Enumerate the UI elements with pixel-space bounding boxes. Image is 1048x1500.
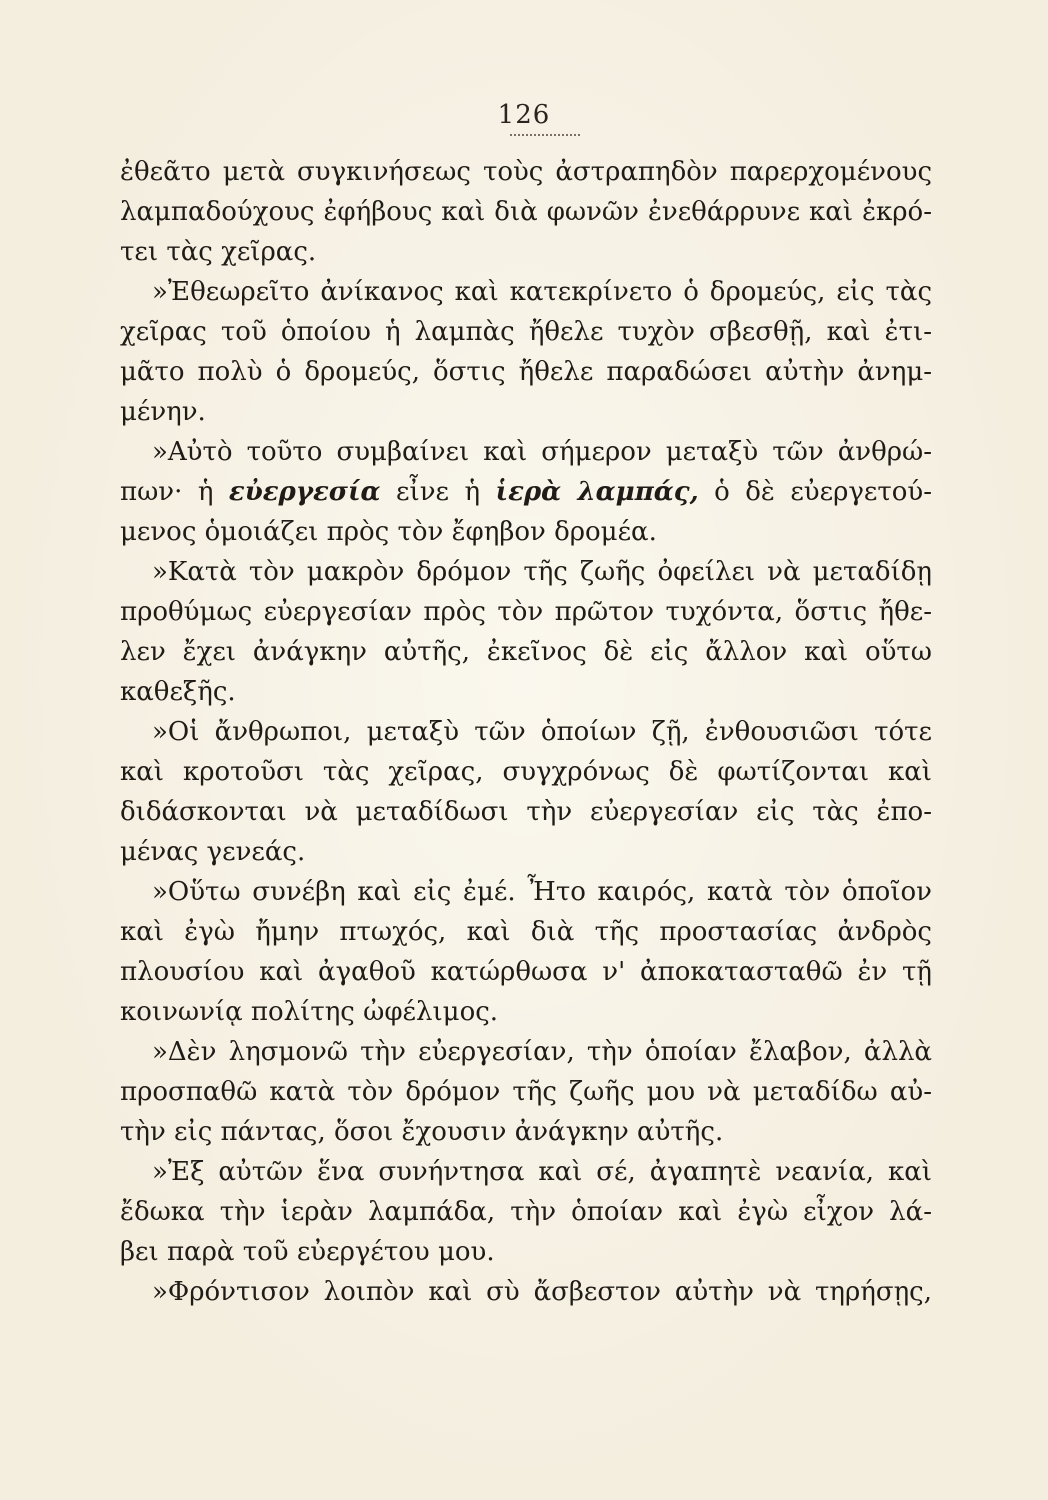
emphasized-phrase: εὐεργεσία bbox=[228, 477, 381, 507]
text-line: βει παρὰ τοῦ εὐεργέτου μου. bbox=[120, 1237, 495, 1267]
page-number: 126 bbox=[497, 100, 551, 130]
text-line: μένας γενεάς. bbox=[120, 837, 306, 867]
text-line: »Αὐτὸ τοῦτο συμβαίνει καὶ σήμερον μεταξὺ τῶν ἀνθρώ- bbox=[152, 437, 932, 467]
text-line: λεν ἔχει ἀνάγκην αὐτῆς, ἐκεῖνος δὲ εἰς ἄλλον καὶ οὕτω bbox=[120, 637, 932, 667]
text-line: πλουσίου καὶ ἀγαθοῦ κατώρθωσα ν' ἀποκατασταθῶ ἐν τῇ bbox=[120, 957, 932, 987]
page-number-ornament bbox=[510, 134, 580, 142]
text-line: ἔδωκα τὴν ἱερὰν λαμπάδα, τὴν ὁποίαν καὶ ἐγὼ εἶχον λά- bbox=[120, 1197, 932, 1227]
text-line: »Ἐξ αὐτῶν ἕνα συνήντησα καὶ σέ, ἀγαπητὲ νεανία, καὶ bbox=[152, 1157, 932, 1187]
body-text bbox=[120, 152, 932, 1312]
text-line: καὶ ἐγὼ ἤμην πτωχός, καὶ διὰ τῆς προστασίας ἀνδρὸς bbox=[120, 917, 932, 947]
text-line: μενος ὁμοιάζει πρὸς τὸν ἔφηβον δρομέα. bbox=[120, 517, 657, 547]
text-line: διδάσκονται νὰ μεταδίδωσι τὴν εὐεργεσίαν εἰς τὰς ἐπο- bbox=[120, 797, 932, 827]
text-line: »Κατὰ τὸν μακρὸν δρόμον τῆς ζωῆς ὀφείλει νὰ μεταδίδῃ bbox=[152, 557, 932, 587]
text-line: μένην. bbox=[120, 397, 206, 427]
text-line: κοινωνίᾳ πολίτης ὠφέλιμος. bbox=[120, 997, 499, 1027]
text-segment: πων· ἡ bbox=[120, 477, 229, 507]
text-line: καὶ κροτοῦσι τὰς χεῖρας, συγχρόνως δὲ φωτίζονται καὶ bbox=[120, 757, 932, 787]
text-line: »Οἱ ἄνθρωποι, μεταξὺ τῶν ὁποίων ζῇ, ἐνθουσιῶσι τότε bbox=[152, 717, 932, 747]
text-line: »Οὕτω συνέβη καὶ εἰς ἐμέ. Ἦτο καιρός, κατὰ τὸν ὁποῖον bbox=[152, 877, 932, 907]
text-line: καθεξῆς. bbox=[120, 677, 236, 707]
text-line: μᾶτο πολὺ ὁ δρομεύς, ὅστις ἤθελε παραδώσει αὐτὴν ἀνημ- bbox=[120, 357, 932, 387]
emphasized-phrase: ἱερὰ λαμπάς, bbox=[495, 477, 699, 507]
text-line: προθύμως εὐεργεσίαν πρὸς τὸν πρῶτον τυχόντα, ὅστις ἤθε- bbox=[120, 597, 932, 627]
text-line: προσπαθῶ κατὰ τὸν δρόμον τῆς ζωῆς μου νὰ μεταδίδω αὐ- bbox=[120, 1077, 932, 1107]
text-line: ἐθεᾶτο μετὰ συγκινήσεως τοὺς ἀστραπηδὸν παρερχομένους bbox=[120, 157, 932, 187]
text-line bbox=[120, 472, 932, 512]
text-segment: εἶνε ἡ bbox=[380, 477, 496, 507]
text-segment: ὁ δὲ εὐεργετού- bbox=[698, 477, 932, 507]
text-line: τὴν εἰς πάντας, ὅσοι ἔχουσιν ἀνάγκην αὐτῆς. bbox=[120, 1117, 724, 1147]
text-line: τει τὰς χεῖρας. bbox=[120, 237, 317, 267]
text-line: λαμπαδούχους ἐφήβους καὶ διὰ φωνῶν ἐνεθάρρυνε καὶ ἐκρό- bbox=[120, 197, 932, 227]
text-line: χεῖρας τοῦ ὁποίου ἡ λαμπὰς ἤθελε τυχὸν σβεσθῇ, καὶ ἐτι- bbox=[120, 317, 932, 347]
text-line: »Φρόντισον λοιπὸν καὶ σὺ ἄσβεστον αὐτὴν νὰ τηρήσῃς, bbox=[152, 1277, 932, 1307]
text-line: »Δὲν λησμονῶ τὴν εὐεργεσίαν, τὴν ὁποίαν ἔλαβον, ἀλλὰ bbox=[152, 1037, 932, 1067]
text-line: »Ἐθεωρεῖτο ἀνίκανος καὶ κατεκρίνετο ὁ δρομεύς, εἰς τὰς bbox=[152, 277, 932, 307]
